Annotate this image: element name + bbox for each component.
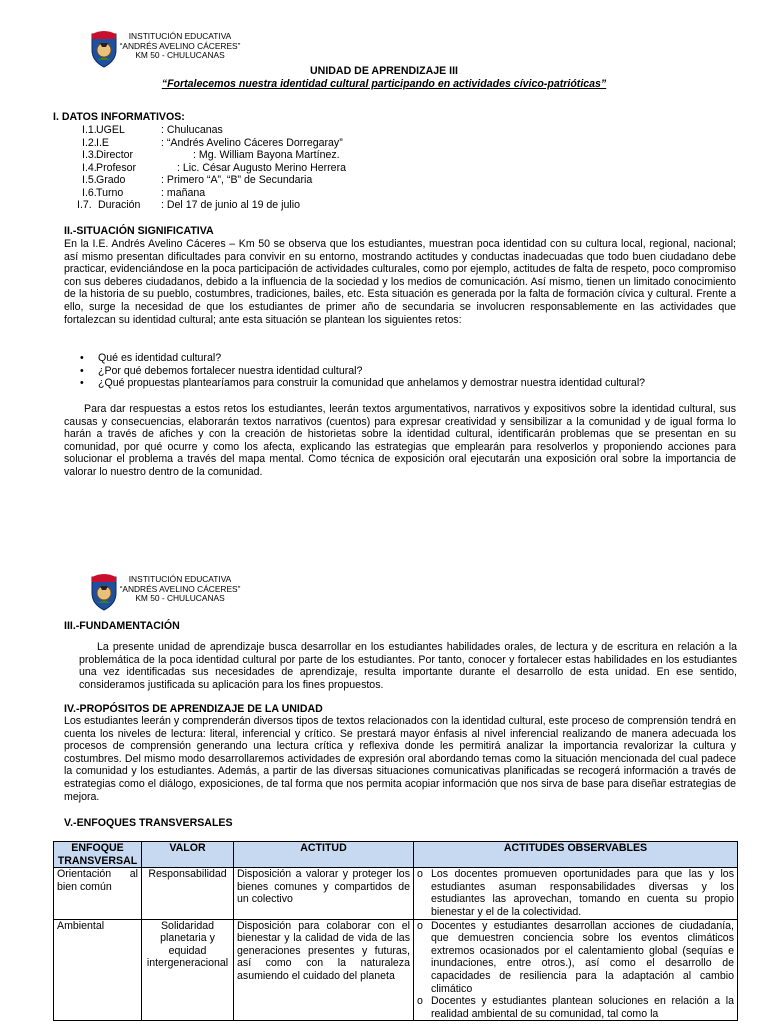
header-enfoque: ENFOQUE TRANSVERSAL bbox=[54, 842, 142, 868]
situacion-paragraph-2: Para dar respuestas a estos retos los estudiantes, leerán textos argumentativos, narrativos y expositivos sobre la identidad cultural, sus causas y consecuencias, elaborarán textos narrativos (cuentos) para expresar creatividad y sensibilizar a la comunidad y de igual forma lo harán a través de afiches y con la creación de historietas sobre la identidad cultural, identificarán problemas que se presentan en su comunidad, por qué ocurre y como los afecta, explicando las estrategias que emplearán para resolverlos y proponiendo acciones para solucionar el problema a través del mapa mental. Como técnica de exposición oral ejecutarán una exposición oral sobre la importancia de valorar lo nuestro dentro de la comunidad. bbox=[64, 403, 736, 478]
header-valor: VALOR bbox=[142, 842, 234, 868]
institution-line-1: INSTITUCIÓN EDUCATIVA bbox=[128, 31, 232, 41]
dato-code: I.4. bbox=[82, 161, 97, 174]
institution-line-2: “ANDRÉS AVELINO CÁCERES” bbox=[119, 40, 241, 51]
dato-label: UGEL bbox=[96, 124, 125, 136]
valor-cell: Responsabilidad bbox=[142, 868, 234, 919]
header-actitudes-observables: ACTITUDES OBSERVABLES bbox=[414, 842, 738, 868]
fundamentacion-paragraph: La presente unidad de aprendizaje busca desarrollar en los estudiantes habilidades orales, de lectura y de escritura en relación a la problemática de la poca identidad cultural por parte de los estudiantes. Por tanto, conocer y fortalecer estas habilidades en los estudiantes una vez identificadas sus necesidades de aprendizaje, resulta importante durante el desarrollo de esta unidad. En ese sentido, consideramos justificada su aplicación para los fines propuestos. bbox=[79, 641, 737, 691]
dato-value: : Chulucanas bbox=[161, 124, 223, 136]
section-4-heading: IV.-PROPÓSITOS DE APRENDIZAJE DE LA UNIDAD bbox=[64, 703, 323, 715]
dato-label: Grado bbox=[96, 174, 126, 186]
dato-code: I.5. bbox=[82, 174, 97, 186]
institution-line-1: INSTITUCIÓN EDUCATIVA bbox=[128, 574, 232, 584]
dato-code: I.6. bbox=[82, 186, 97, 199]
table-header-row bbox=[54, 842, 738, 868]
unit-subtitle: “Fortalecemos nuestra identidad cultural participando en actividades cívico-patrióticas” bbox=[161, 78, 607, 90]
actitud-cell: Disposición a valorar y proteger los bienes comunes y compartidos de un colectivo bbox=[234, 868, 414, 919]
table-row bbox=[54, 868, 738, 919]
unit-title: UNIDAD DE APRENDIZAJE III bbox=[310, 65, 458, 77]
situacion-paragraph: En la I.E. Andrés Avelino Cáceres – Km 50 se observa que los estudiantes, muestran poca identidad con su cultura local, regional, nacional; así mismo presentan dificultades para convivir en su entorno, mostrando actitudes y conductas inadecuadas que todo buen ciudadano debe practicar, evidenciándose en la poca participación de actividades culturales, como por ejemplo, actitudes de falta de respeto, poco compromiso con sus deberes ciudadanos, debido a la influencia de la sociedad y los medios de comunicación. Así mismo, tienen un limitado conocimiento de la historia de su pueblo, costumbres, tradiciones, bailes, etc. Esta situación es generada por la falta de formación cívica y cultural. Frente a ello, surge la necesidad de que los estudiantes de primer año de secundaria se involucren responsablemente en las actividades que fortalezcan su identidad cultural; ante esta situación se plantean los siguientes retos: bbox=[64, 238, 736, 326]
dato-value: : Del 17 de junio al 19 de julio bbox=[161, 199, 300, 211]
school-crest-logo bbox=[89, 571, 119, 611]
institution-line-2: “ANDRÉS AVELINO CÁCERES” bbox=[119, 583, 241, 594]
dato-label: I.E bbox=[96, 136, 109, 149]
institution-line-3: KM 50 - CHULUCANAS bbox=[135, 593, 225, 604]
section-3-heading: III.-FUNDAMENTACIÓN bbox=[64, 620, 180, 632]
propositos-paragraph: Los estudiantes leerán y comprenderán diversos tipos de textos relacionados con la identidad cultural, este proceso de comprensión tendrá en cuenta los niveles de lectura: literal, inferencial y crítico. Se prestará mayor énfasis al nivel inferencial realizando de manera adecuada los procesos de comprensión generando una lectura crítica y reflexiva donde les permitirá analizar la importancia revalorizar la cultura y costumbres. Del mismo modo desarrollaremos actividades de expresión oral abordando temas como la situación mencionada del cual padece la comunidad y los estudiantes. Además, a partir de las diversas situaciones comunicativas planificadas se recogerá información a través de estrategias como el diálogo, exposiciones, de tal forma que nos permita acopiar información que nos sirva de base para diseñar estrategias de mejora. bbox=[64, 715, 736, 803]
section-1-heading: I. DATOS INFORMATIVOS: bbox=[53, 111, 185, 123]
table-row bbox=[54, 919, 738, 1021]
institution-header bbox=[118, 32, 242, 61]
dato-code: I.2. bbox=[82, 136, 97, 149]
enfoque-cell: Orientación al bien común bbox=[54, 868, 142, 919]
dato-label: Director bbox=[96, 149, 134, 161]
section-5-heading: V.-ENFOQUES TRANSVERSALES bbox=[64, 817, 233, 829]
dato-label: Duración bbox=[98, 199, 141, 211]
dato-label: Turno bbox=[96, 186, 124, 199]
dato-value: : Primero “A”, “B” de Secundaria bbox=[161, 174, 313, 186]
dato-code: I.1. bbox=[82, 124, 97, 136]
observable-item: o Los docentes promueven oportunidades para que las y los estudiantes asuman responsabilidades diversas y los estudiantes las aprovechan, tomando en cuenta su propio bienestar y el de la colectividad. bbox=[417, 868, 734, 918]
header-actitud: ACTITUD bbox=[234, 842, 414, 868]
reto-item: • ¿Por qué debemos fortalecer nuestra identidad cultural? bbox=[80, 365, 645, 378]
reto-item: • ¿Qué propuestas plantearíamos para construir la comunidad que anhelamos y demostrar nuestra identidad cultural? bbox=[80, 377, 645, 390]
observable-item: o Docentes y estudiantes desarrollan acciones de ciudadanía, que demuestren conciencia sobre los eventos climáticos extremos ocasionados por el calentamiento global (sequías e inundaciones, entre otros.), así como el desarrollo de capacidades de resiliencia para la adaptación al cambio climático bbox=[417, 920, 734, 996]
observable-item: o Docentes y estudiantes plantean soluciones en relación a la realidad ambiental de su comunidad, tal como la bbox=[417, 995, 734, 1020]
dato-label: Profesor bbox=[96, 161, 137, 174]
dato-value: : mañana bbox=[161, 186, 206, 199]
dato-code: I.7. bbox=[77, 199, 92, 211]
observables-cell bbox=[414, 919, 738, 1021]
dato-code: I.3. bbox=[82, 149, 97, 161]
dato-value: : Lic. César Augusto Merino Herrera bbox=[177, 161, 346, 174]
section-2-heading: II.-SITUACIÓN SIGNIFICATIVA bbox=[64, 225, 214, 237]
dato-value: : Mg. William Bayona Martínez. bbox=[193, 149, 340, 161]
school-crest-logo bbox=[89, 28, 119, 68]
observables-cell bbox=[414, 868, 738, 919]
enfoque-cell: Ambiental bbox=[54, 919, 142, 1021]
institution-header bbox=[118, 575, 242, 604]
retos-list bbox=[80, 352, 645, 390]
valor-cell: Solidaridad planetaria y equidad intergeneracional bbox=[142, 919, 234, 1021]
enfoques-table bbox=[53, 841, 738, 1021]
dato-value: : “Andrés Avelino Cáceres Dorregaray” bbox=[161, 136, 343, 149]
actitud-cell: Disposición para colaborar con el bienestar y la calidad de vida de las generaciones presentes y futuras, así como con la naturaleza asumiendo el cuidado del planeta bbox=[234, 919, 414, 1021]
institution-line-3: KM 50 - CHULUCANAS bbox=[135, 50, 225, 61]
reto-item: • Qué es identidad cultural? bbox=[80, 352, 645, 365]
